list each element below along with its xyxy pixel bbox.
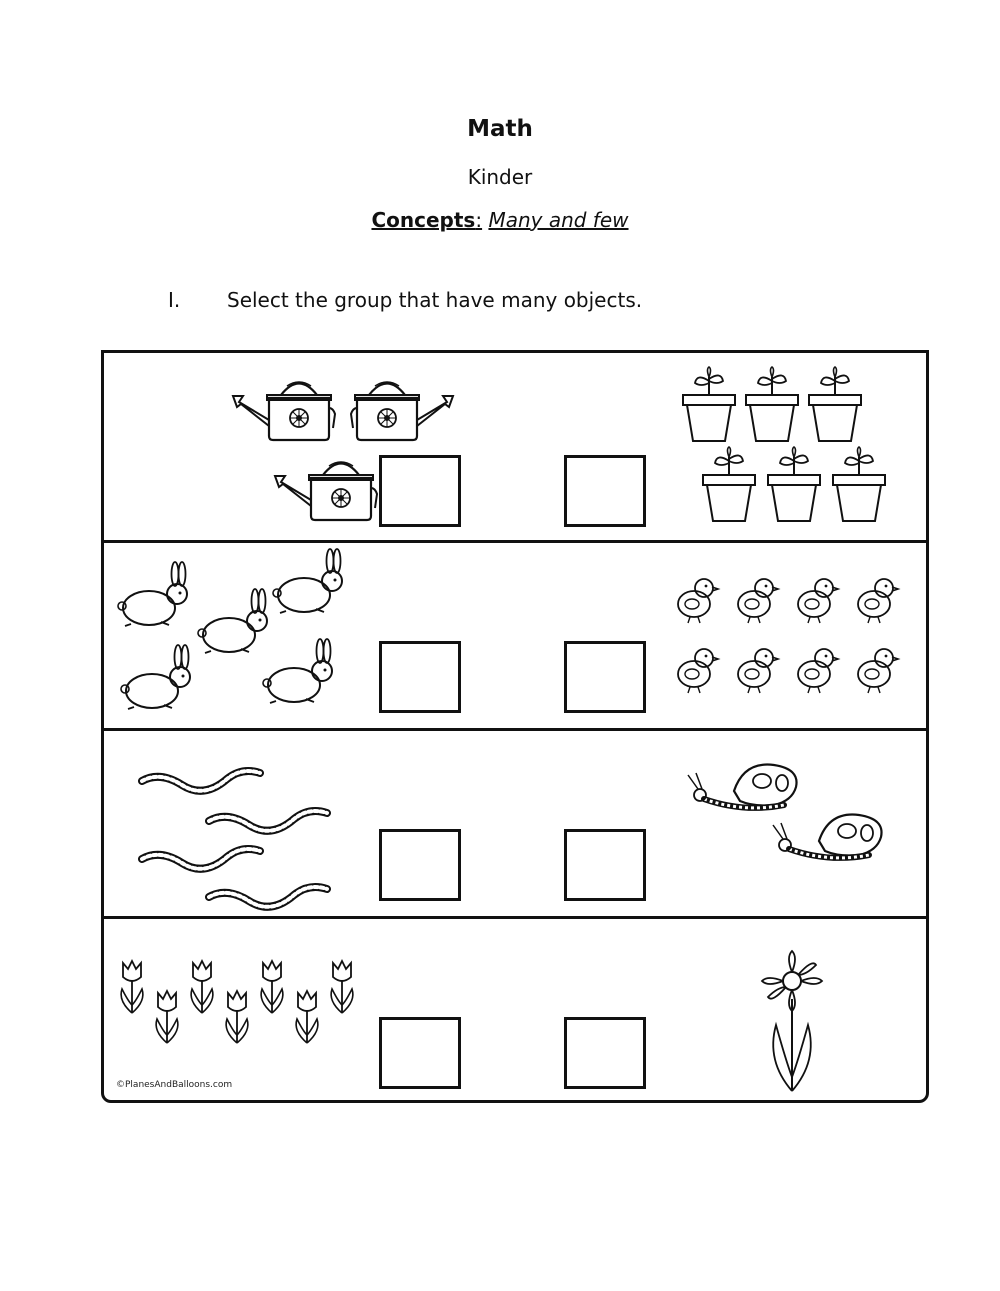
tulip [156,991,178,1043]
chick [858,649,898,693]
answer-box-right-row1[interactable] [564,455,646,527]
answer-box-right-row4[interactable] [564,1017,646,1089]
answer-box-left-row1[interactable] [379,455,461,527]
tulip [261,961,283,1013]
daffodil [762,951,822,1091]
concepts-separator: : [475,208,483,232]
flower-pot [768,447,820,521]
chick [858,579,898,623]
butterfly [688,765,797,808]
instruction-text: Select the group that have many objects. [227,288,643,312]
tulip [121,961,143,1013]
answer-box-right-row3[interactable] [564,829,646,901]
exercise-row-2 [104,543,926,731]
concepts-value: Many and few [488,208,629,232]
watering-can [233,382,335,440]
butterfly [773,815,882,858]
worm-group [104,731,926,916]
worm [142,849,260,869]
rabbit [263,639,332,703]
flower-pot [746,367,798,441]
tulip-group [104,919,926,1100]
chick [798,649,838,693]
answer-box-left-row2[interactable] [379,641,461,713]
rabbit [273,549,342,613]
worm [142,771,260,791]
exercise-row-3 [104,731,926,919]
grade-level: Kinder [467,165,533,189]
chick [678,649,718,693]
tulip [296,991,318,1043]
answer-box-left-row3[interactable] [379,829,461,901]
answer-box-right-row2[interactable] [564,641,646,713]
concepts-label: Concepts [371,208,476,232]
chick [678,579,718,623]
exercise-row-4 [104,919,926,1100]
rabbit [121,645,190,709]
instruction-number: I. [168,288,181,312]
flower-pot [809,367,861,441]
tulip [226,991,248,1043]
copyright-text: ©PlanesAndBalloons.com [116,1080,233,1090]
concepts-line [0,208,1000,232]
worksheet-title: Math [467,116,533,142]
chick [798,579,838,623]
rabbit-group [104,543,926,728]
worm [209,887,327,907]
flower-pot [703,447,755,521]
watering-can [275,462,377,520]
chick [738,649,778,693]
watering-can-group [104,353,926,540]
flower-pot [833,447,885,521]
tulip [331,961,353,1013]
exercise-table [101,350,929,1103]
watering-can [351,382,453,440]
chick [738,579,778,623]
rabbit [118,562,187,626]
flower-pot [683,367,735,441]
answer-box-left-row4[interactable] [379,1017,461,1089]
worm [209,811,327,831]
rabbit [198,589,267,653]
tulip [191,961,213,1013]
exercise-row-1 [104,353,926,543]
